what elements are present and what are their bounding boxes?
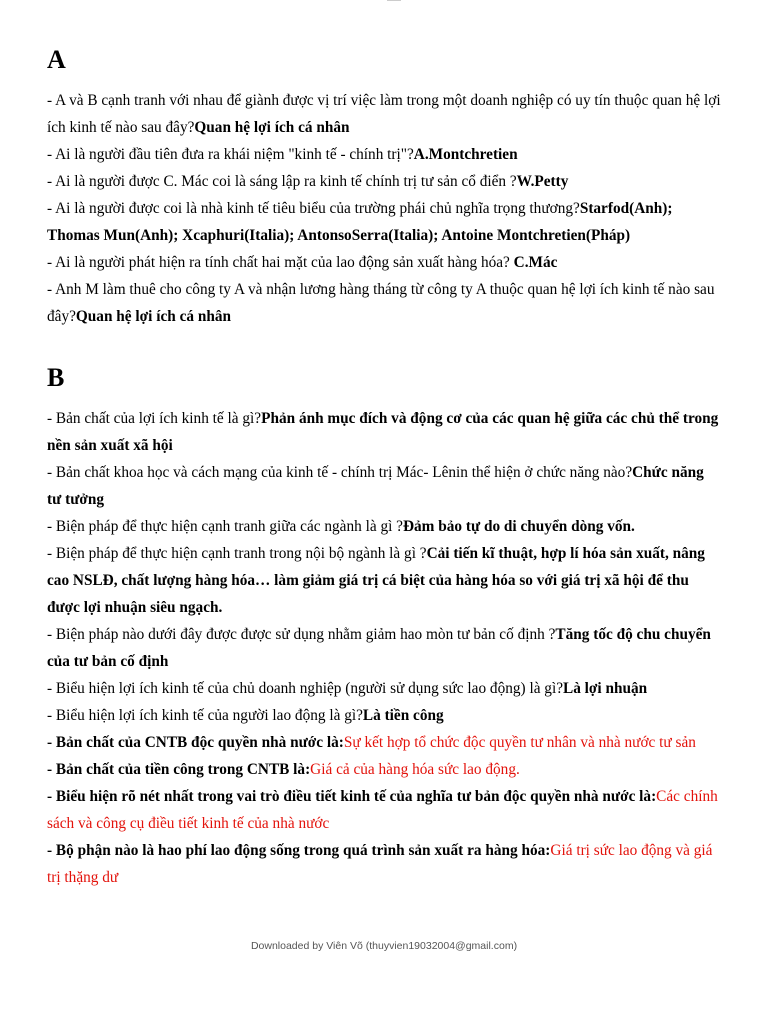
answer-text: Cải tiến kĩ thuật, hợp lí hóa sản xuất, nâng cao NSLĐ, chất lượng hàng hóa… làm giảm giá trị cá biệt của hàng hóa so với giá trị xã hội để thu được lợi nhuận siêu ngạch. — [47, 545, 705, 616]
qa-item — [47, 621, 721, 675]
answer-text-red: Giá cả của hàng hóa sức lao động. — [310, 761, 520, 778]
answer-text-red: Giá trị sức lao động và giá trị thặng dư — [47, 842, 713, 886]
question-text: - Bản chất của lợi ích kinh tế là gì? — [47, 410, 262, 427]
answer-text: Quan hệ lợi ích cá nhân — [75, 308, 231, 325]
answer-text-red: Sự kết hợp tổ chức độc quyền tư nhân và nhà nước tư sản — [343, 734, 696, 751]
answer-text: A.Montchretien — [413, 146, 518, 163]
answer-text: Đảm bảo tự do di chuyển dòng vốn. — [402, 518, 635, 535]
answer-text: Phản ánh mục đích và động cơ của các quan hệ giữa các chủ thể trong nền sản xuất xã hội — [47, 410, 719, 454]
qa-item — [47, 195, 721, 249]
answer-text-red: Các chính sách và công cụ điều tiết kinh tế của nhà nước — [47, 788, 718, 832]
question-text: - Ai là người được C. Mác coi là sáng lập ra kinh tế chính trị tư sản cổ điển ? — [47, 173, 517, 190]
section-b — [47, 405, 721, 891]
download-footer: Downloaded by Viên Võ (thuyvien19032004@gmail.com) — [250, 940, 518, 952]
question-text: - Biện pháp nào dưới đây được được sử dụng nhằm giảm hao mòn tư bản cố định ? — [47, 626, 556, 643]
qa-item-highlighted — [47, 756, 721, 783]
qa-item — [47, 405, 721, 459]
qa-item — [47, 249, 721, 276]
qa-item-highlighted — [47, 837, 721, 891]
qa-item — [47, 702, 721, 729]
qa-item-highlighted — [47, 783, 721, 837]
answer-text: Là lợi nhuận — [563, 680, 648, 697]
question-text: - Bản chất của CNTB độc quyền nhà nước là: — [47, 734, 344, 751]
answer-text: Tăng tốc độ chu chuyển của tư bản cố định — [47, 626, 711, 670]
question-text: - Biểu hiện lợi ích kinh tế của người lao động là gì? — [47, 707, 363, 724]
qa-item — [47, 540, 721, 621]
qa-item — [47, 513, 721, 540]
question-text: - Bản chất của tiền công trong CNTB là: — [47, 761, 311, 778]
qa-item — [47, 276, 721, 330]
question-text: - Bản chất khoa học và cách mạng của kinh tế - chính trị Mác- Lênin thể hiện ở chức năng nào? — [47, 464, 633, 481]
qa-item — [47, 675, 721, 702]
question-text: - Anh M làm thuê cho công ty A và nhận lương hàng tháng từ công ty A thuộc quan hệ lợi ích kinh tế nào sau đây? — [47, 281, 715, 325]
qa-item — [47, 87, 721, 141]
answer-text: Quan hệ lợi ích cá nhân — [194, 119, 350, 136]
question-text: - Ai là người phát hiện ra tính chất hai mặt của lao động sản xuất hàng hóa? — [47, 254, 514, 271]
question-text: - Biểu hiện lợi ích kinh tế của chủ doanh nghiệp (người sử dụng sức lao động) là gì? — [47, 680, 563, 697]
section-a — [47, 87, 721, 330]
qa-item — [47, 168, 721, 195]
question-text: - Ai là người được coi là nhà kinh tế tiêu biểu của trường phái chủ nghĩa trọng thương? — [47, 200, 580, 217]
answer-text: C.Mác — [513, 254, 558, 271]
qa-item — [47, 141, 721, 168]
section-heading-b: B — [47, 363, 65, 392]
answer-text: Starfod(Anh); Thomas Mun(Anh); Xcaphuri(Italia); AntonsoSerra(Italia); Antoine Montchretien(Pháp) — [47, 200, 673, 244]
section-heading-a: A — [47, 45, 66, 74]
question-text: - Bộ phận nào là hao phí lao động sống trong quá trình sản xuất ra hàng hóa: — [47, 842, 551, 859]
qa-item-highlighted — [47, 729, 721, 756]
question-text: - Ai là người đầu tiên đưa ra khái niệm "kinh tế - chính trị"? — [47, 146, 414, 163]
answer-text: W.Petty — [516, 173, 569, 190]
question-text: - Biện pháp để thực hiện cạnh tranh trong nội bộ ngành là gì ? — [47, 545, 427, 562]
answer-text: Là tiền công — [362, 707, 444, 724]
answer-text: Chức năng tư tưởng — [47, 464, 704, 508]
qa-item — [47, 459, 721, 513]
question-text: - Biện pháp để thực hiện cạnh tranh giữa các ngành là gì ? — [47, 518, 403, 535]
top-mark — [387, 0, 401, 1]
question-text: - A và B cạnh tranh với nhau để giành được vị trí việc làm trong một doanh nghiệp có uy tín thuộc quan hệ lợi ích kinh tế nào sau đây? — [47, 92, 721, 136]
question-text: - Biểu hiện rõ nét nhất trong vai trò điều tiết kinh tế của nghĩa tư bản độc quyền nhà nước là: — [47, 788, 657, 805]
